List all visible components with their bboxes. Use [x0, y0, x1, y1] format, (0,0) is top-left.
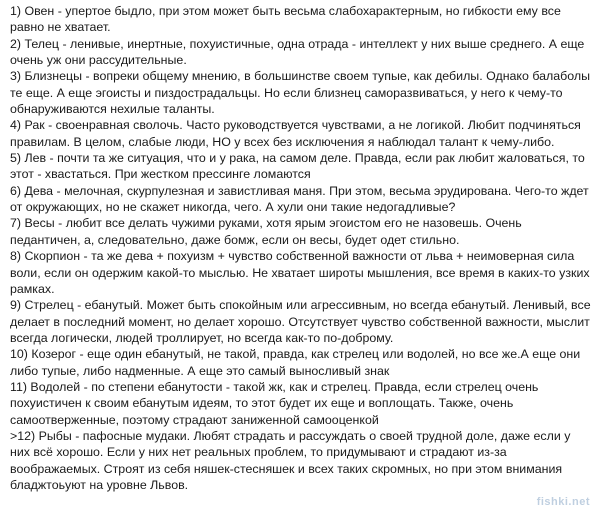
paragraph-pisces: >12) Рыбы - пафосные мудаки. Любят страдать и рассуждать о своей трудной доле, даже если у них всё хорошо. Если у них нет реальных проблем, то придумывают и страдают из-за воображаемых. Строят из себя няшек-стесняшек и всех таких скромных, но при этом внимания бладжтоьуют на уровне Львов.: [10, 428, 571, 492]
paragraph-virgo: 6) Дева - мелочная, скурпулезная и завистливая маня. При этом, весьма эрудирована. Чего-то ждет от окружающих, но не скажет никогда, чего. А хули они такие недогадливые?: [10, 183, 589, 215]
paragraph-scorpio: 8) Скорпион - та же дева + похуизм + чувство собственной важности от льва + неимоверная сила воли, если он одержим какой-то мыслью. Не хватает широты мышления, все время в каких-то узких рамках.: [10, 249, 590, 296]
paragraph-gemini: 3) Близнецы - вопреки общему мнению, в большинстве своем тупые, как дебилы. Однако балаболы те еще. А еще эгоисты и пиздострадальцы. Но если близнец саморазвиваться, у него к чему-то обнаруживаются нехилые таланты.: [10, 69, 590, 117]
paragraph-aries: 1) Овен - упертое быдло, при этом может быть весьма слабохарактерным, но гибкости ему все равно не хватает.: [10, 4, 561, 35]
paragraph-aquarius: 11) Водолей - по степени ебанутости - такой жк, как и стрелец. Правда, если стрелец очень похуистичен к своим ебанутым идеям, то этот будет их еще и воплощать. Также, очень самоотверженные, поэтому страдают заниженной самооценкой: [10, 379, 539, 427]
watermark: fishki.net: [536, 496, 590, 508]
paragraph-cancer: 4) Рак - своенравная сволочь. Часто руководствуется чувствами, а не логикой. Любит подчиняться правилам. В целом, слабые люди, НО у всех без исключения я наблюдал талант к чему-либо.: [10, 118, 581, 149]
paragraph-taurus: 2) Телец - ленивые, инертные, похуистичные, одна отрада - интеллект у них выше среднего. А еще очень уж они рассудительные.: [10, 36, 585, 68]
paragraph-leo: 5) Лев - почти та же ситуация, что и у рака, на самом деле. Правда, если рак любит жаловаться, то этот - хвастаться. При жестком прессинге ломаются: [10, 151, 585, 182]
paragraph-capricorn: 10) Козерог - еще один ебанутый, не такой, правда, как стрелец или водолей, но все же.А еще они либо тупые, либо надменные. А еще это самый выносливый знак: [10, 347, 581, 378]
paragraph-libra: 7) Весы - любит все делать чужими руками, хотя ярым эгоистом его не назовешь. Очень педантичен, а, следовательно, даже бомж, если он весы, будет одет стильно.: [10, 216, 522, 247]
paragraph-sagittarius: 9) Стрелец - ебанутый. Может быть спокойным или агрессивным, но всегда ебанутый. Ленивый, все делает в последний момент, но делает хорошо. Отсутствует чувство собственной важности, мыслит всегда логически, людей троллирует, но всегда как-то по-доброму.: [10, 298, 591, 345]
